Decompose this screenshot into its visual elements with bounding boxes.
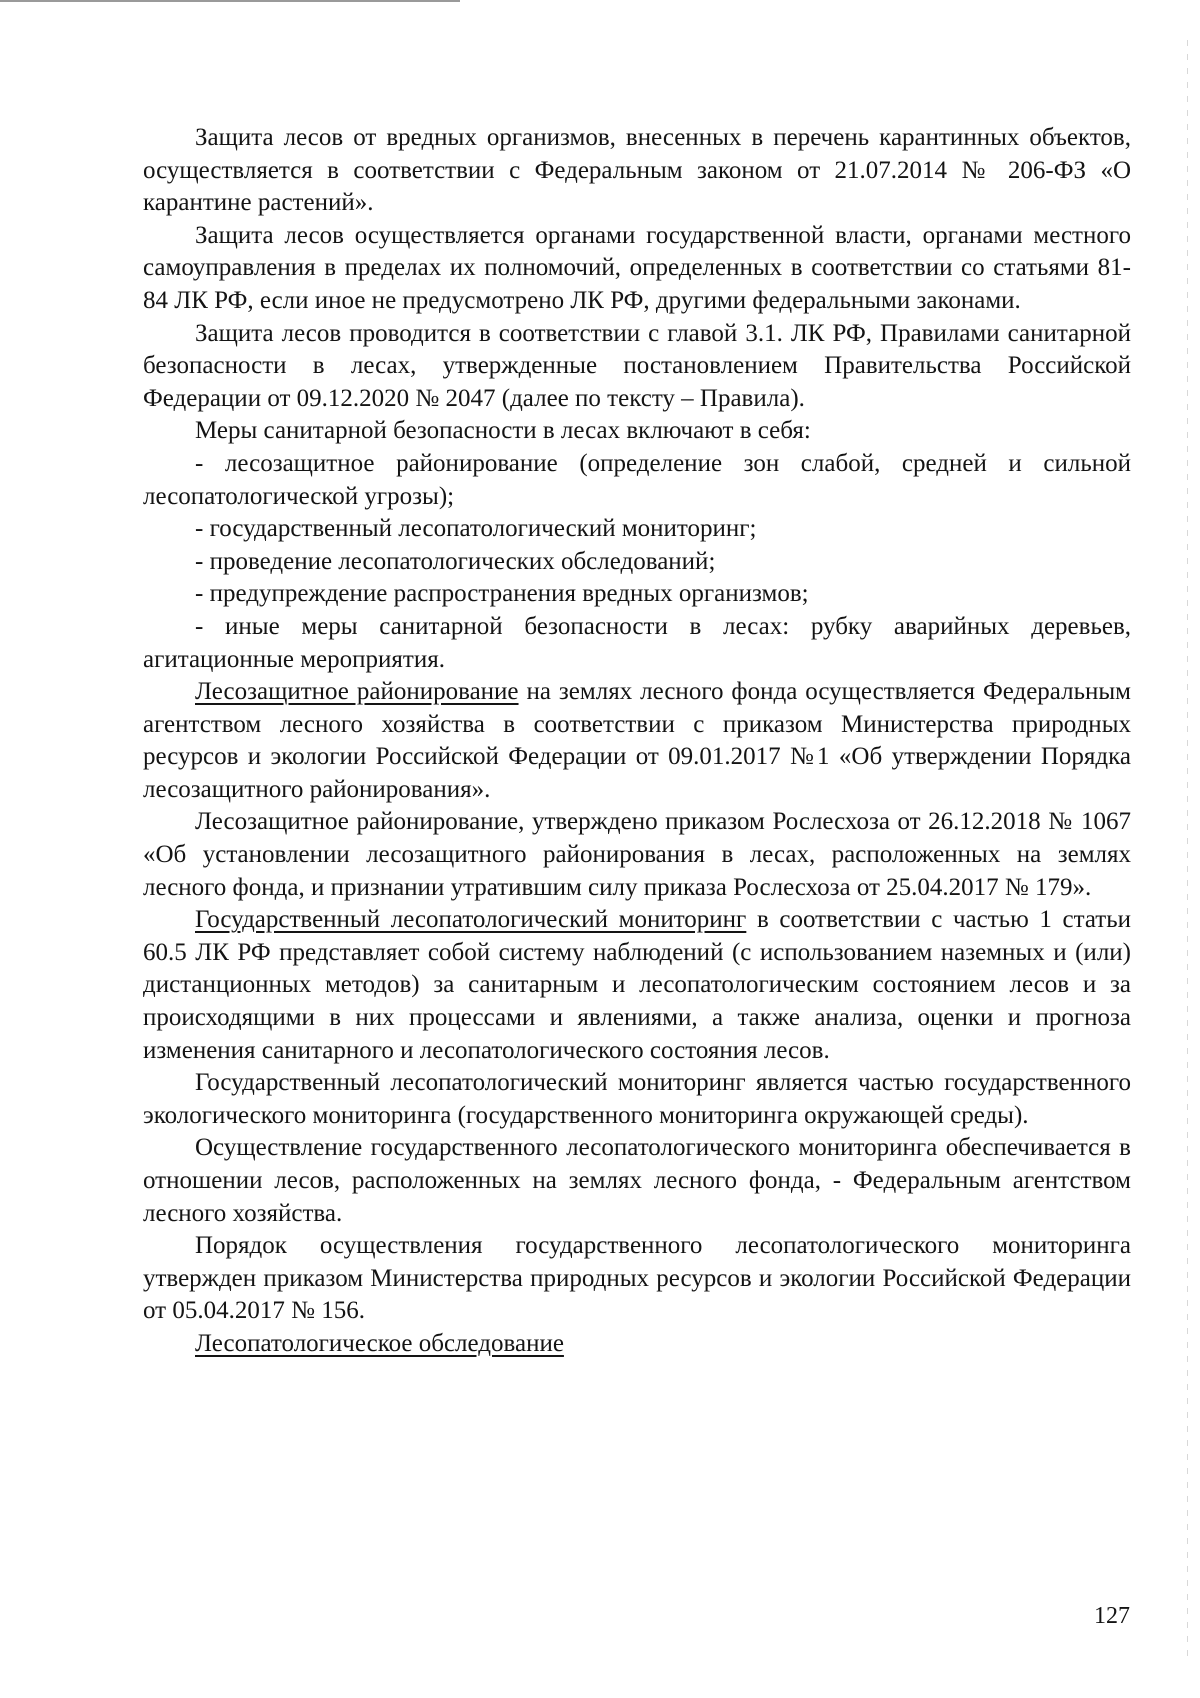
scan-top-edge [0,0,460,2]
monitoring-text: в соответствии с частью 1 статьи 60.5 ЛК РФ представляет собой систему наблюдений (с использованием наземных и (или) дистанционных методов) за санитарным и лесопатологическим состоянием лесов и за происходящими в них процессами и явлениями, а также анализа, оценки и прогноза изменения санитарного и лесопатологического состояния лесов. [143,906,1131,1064]
paragraph-measures-intro: Меры санитарной безопасности в лесах включают в себя: [195,417,811,445]
paragraph-authorities: Защита лесов осуществляется органами государственной власти, органами местного самоуправления в пределах их полномочий, определенных в соответствии со статьями 81-84 ЛК РФ, если иное не предусмотрено ЛК РФ, другими федеральными законами. [143,221,1131,314]
scan-right-edge [1187,40,1188,1660]
page-number: 127 [1094,1603,1130,1629]
zoning-text: на землях лесного фонда осуществляется Федеральным агентством лесного хозяйства в соответствии с приказом Министерства природных ресурсов и экологии Российской Федерации от 09.01.2017 №1 «Об утверждении Порядка лесозащитного районирования». [143,678,1131,803]
paragraph-monitoring [143,904,1131,1067]
survey-heading: Лесопатологическое обследование [195,1329,564,1357]
list-item: - лесозащитное районирование (определение зон слабой, средней и сильной лесопатологической угрозы); [143,449,1131,510]
list-item: - государственный лесопатологический мониторинг; [195,515,757,543]
monitoring-term: Государственный лесопатологический мониторинг [195,906,747,934]
zoning-term: Лесозащитное районирование [195,678,519,706]
paragraph-zoning-approved: Лесозащитное районирование, утверждено приказом Рослесхоза от 26.12.2018 № 1067 «Об установлении лесозащитного районирования в лесах, расположенных на землях лесного фонда, и признании утратившим силу приказа Рослесхоза от 25.04.2017 № 179». [143,808,1131,901]
list-item: - иные меры санитарной безопасности в лесах: рубку аварийных деревьев, агитационные мероприятия. [143,612,1131,673]
section-heading-survey [143,1328,1131,1361]
paragraph-monitoring-part: Государственный лесопатологический мониторинг является частью государственного экологического мониторинга (государственного мониторинга окружающей среды). [143,1069,1131,1129]
paragraph-monitoring-procedure: Порядок осуществления государственного лесопатологического мониторинга утвержден приказом Министерства природных ресурсов и экологии Российской Федерации от 05.04.2017 № 156. [143,1232,1131,1325]
document-body [143,122,1131,1361]
list-item: - предупреждение распространения вредных организмов; [195,580,809,608]
paragraph-rules: Защита лесов проводится в соответствии с главой 3.1. ЛК РФ, Правилами санитарной безопасности в лесах, утвержденные постановлением Правительства Российской Федерации от 09.12.2020 № 2047 (далее по тексту – Правила). [143,319,1131,412]
list-item: - проведение лесопатологических обследований; [195,547,716,575]
paragraph-monitoring-implementation: Осуществление государственного лесопатологического мониторинга обеспечивается в отношении лесов, расположенных на землях лесного фонда, - Федеральным агентством лесного хозяйства. [143,1134,1131,1227]
paragraph-zoning [143,676,1131,806]
paragraph-quarantine: Защита лесов от вредных организмов, внесенных в перечень карантинных объектов, осуществляется в соответствии с Федеральным законом от 21.07.2014 № 206-ФЗ «О карантине растений». [143,124,1131,217]
